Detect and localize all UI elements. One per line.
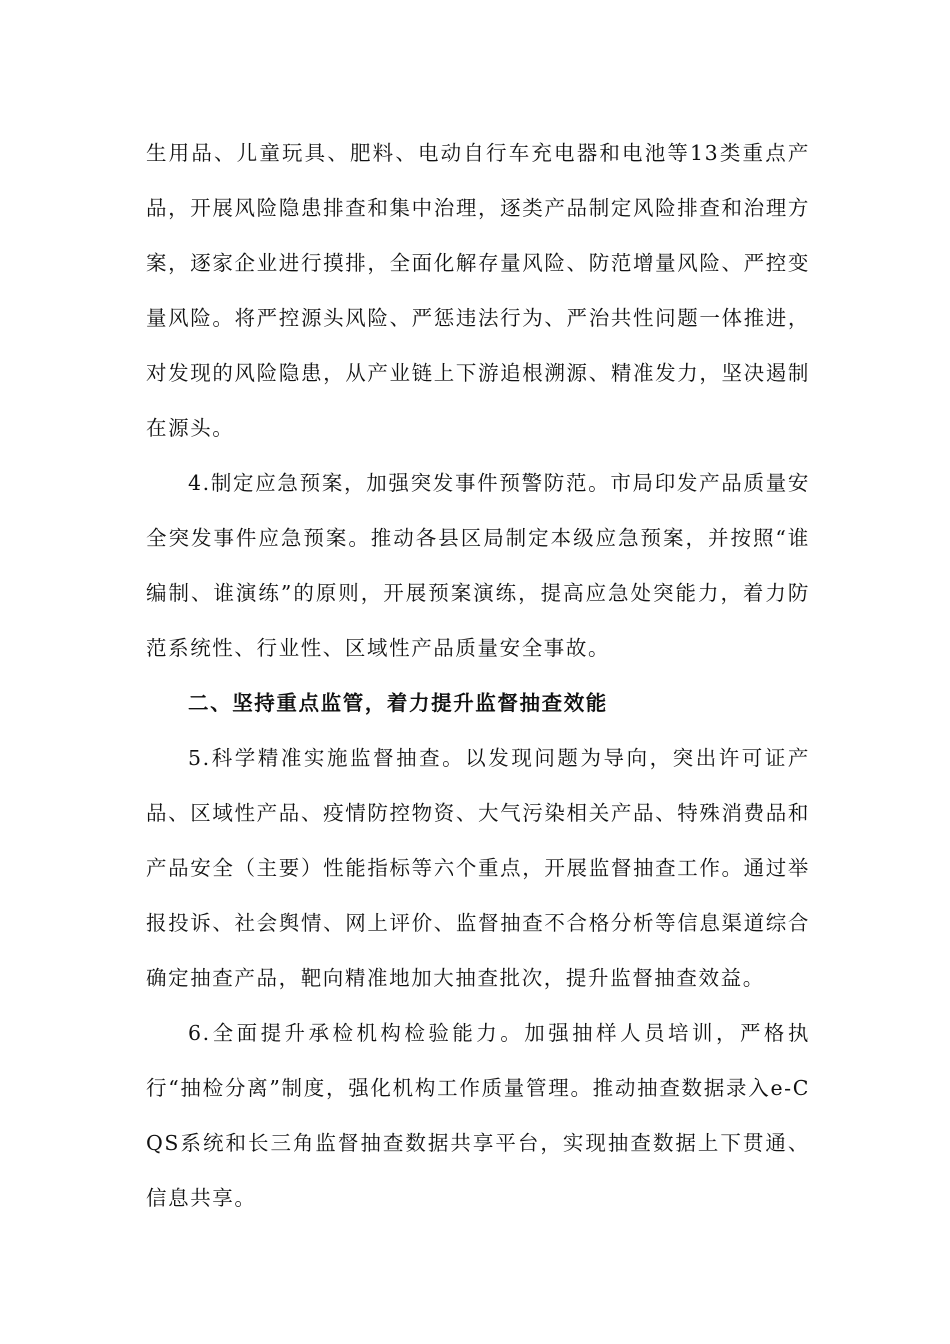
paragraph-continuation: 生用品、儿童玩具、肥料、电动自行车充电器和电池等13类重点产品，开展风险隐患排查和集中治理，逐类产品制定风险排查和治理方案，逐家企业进行摸排，全面化解存量风险、防范增量风险、严控变量风险。将严控源头风险、严惩违法行为、严治共性问题一体推进，对发现的风险隐患，从产业链上下游追根溯源、精准发力，坚决遏制在源头。: [146, 141, 810, 440]
section-heading-2: 二、坚持重点监管，着力提升监督抽查效能: [188, 691, 608, 715]
paragraph-item-5: 5.科学精准实施监督抽查。以发现问题为导向，突出许可证产品、区域性产品、疫情防控物资、大气污染相关产品、特殊消费品和产品安全（主要）性能指标等六个重点，开展监督抽查工作。通过举报投诉、社会舆情、网上评价、监督抽查不合格分析等信息渠道综合确定抽查产品，靶向精准地加大抽查批次，提升监督抽查效益。: [146, 746, 810, 990]
document-body: [146, 126, 810, 1226]
paragraph-item-6: 6.全面提升承检机构检验能力。加强抽样人员培训，严格执行“抽检分离”制度，强化机构工作质量管理。推动抽查数据录入e-CQS系统和长三角监督抽查数据共享平台，实现抽查数据上下贯通、信息共享。: [146, 1021, 810, 1210]
paragraph-item-4: 4.制定应急预案，加强突发事件预警防范。市局印发产品质量安全突发事件应急预案。推动各县区局制定本级应急预案，并按照“谁编制、谁演练”的原则，开展预案演练，提高应急处突能力，着力防范系统性、行业性、区域性产品质量安全事故。: [146, 471, 810, 660]
